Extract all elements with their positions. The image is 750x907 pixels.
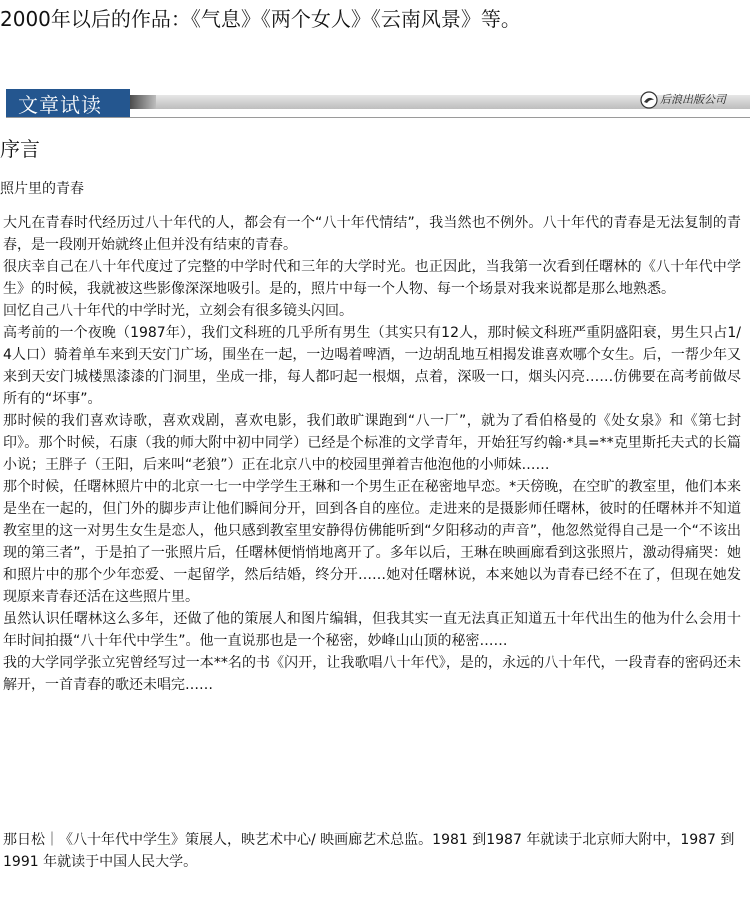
publisher-logo-icon [640,91,658,109]
section-title: 序言 [0,137,40,161]
paragraph: 我的大学同学张立宪曾经写过一本**名的书《闪开，让我歌唱八十年代》，是的，永远的八十年代，一段青春的密码还未解开，一首青春的歌还未唱完…… [3,655,741,693]
article-subtitle: 照片里的青春 [0,181,84,197]
paragraph: 很庆幸自己在八十年代度过了完整的中学时代和三年的大学时光。也正因此，当我第一次看到任曙林的《八十年代中学生》的时候，我就被这些影像深深地吸引。是的，照片中每一个人物、每一个场景对我来说都是那么地熟悉。 [3,259,741,297]
paragraph: 那个时候，任曙林照片中的北京一七一中学学生王琳和一个男生正在秘密地早恋。*天傍晚，在空旷的教室里，他们本来是坐在一起的，但门外的脚步声让他们瞬间分开，回到各自的座位。走进来的是摄影师任曙林，彼时的任曙林并不知道教室里的这一对男生女生是恋人，他只感到教室里安静得仿佛能听到“夕阳移动的声音”，他忽然觉得自己是一个“不该出现的第三者”，于是拍了一张照片后，任曙林便悄悄地离开了。多年以后，王琳在映画廊看到这张照片，激动得痛哭：她和照片中的那个少年恋爱、一起留学，然后结婚，终分开……她对任曙林说，本来她以为青春已经不在了，但现在她发现原来青春还活在这些照片里。 [3,479,741,605]
author-bio: 那日松｜《八十年代中学生》策展人，映艺术中心/ 映画廊艺术总监。1981 到1987 年就读于北京师大附中，1987 到1991 年就读于中国人民大学。 [3,832,735,870]
banner-title-box [6,89,130,117]
article-body [3,212,741,696]
banner-title: 文章试读 [18,93,102,117]
paragraph: 虽然认识任曙林这么多年，还做了他的策展人和图片编辑，但我其实一直无法真正知道五十年代出生的他为什么会用十年时间拍摄“八十年代中学生”。他一直说那也是一个秘密，妙峰山山顶的秘密…… [3,611,741,649]
paragraph: 那时候的我们喜欢诗歌，喜欢戏剧，喜欢电影，我们敢旷课跑到“八一厂”，就为了看伯格曼的《处女泉》和《第七封印》。那个时候，石康（我的师大附中初中同学）已经是个标准的文学青年，开始狂写约翰·*具=**克里斯托夫式的长篇小说；王胖子（王阳，后来叫“老狼”）正在北京八中的校园里弹着吉他泡他的小师妹…… [3,413,741,473]
section-banner [0,85,750,119]
works-line: 2000年以后的作品：《气息》《两个女人》《云南风景》等。 [0,7,521,31]
paragraph: 回忆自己八十年代的中学时光，立刻会有很多镜头闪回。 [3,303,353,319]
paragraph: 高考前的一个夜晚（1987年），我们文科班的几乎所有男生（其实只有12人，那时候文科班严重阴盛阳衰，男生只占1/4人口）骑着单车来到天安门广场，围坐在一起，一边喝着啤酒，一边胡乱地互相揭发谁喜欢哪个女生。后，一帮少年又来到天安门城楼黑漆漆的门洞里，坐成一排，每人都叼起一根烟，点着，深吸一口，烟头闪亮……仿佛要在高考前做尽所有的“坏事”。 [3,325,741,407]
banner-divider [6,117,750,118]
paragraph: 大凡在青春时代经历过八十年代的人，都会有一个“八十年代情结”，我当然也不例外。八十年代的青春是无法复制的青春，是一段刚开始就终止但并没有结束的青春。 [3,215,741,253]
publisher-name: 后浪出版公司 [660,93,726,106]
